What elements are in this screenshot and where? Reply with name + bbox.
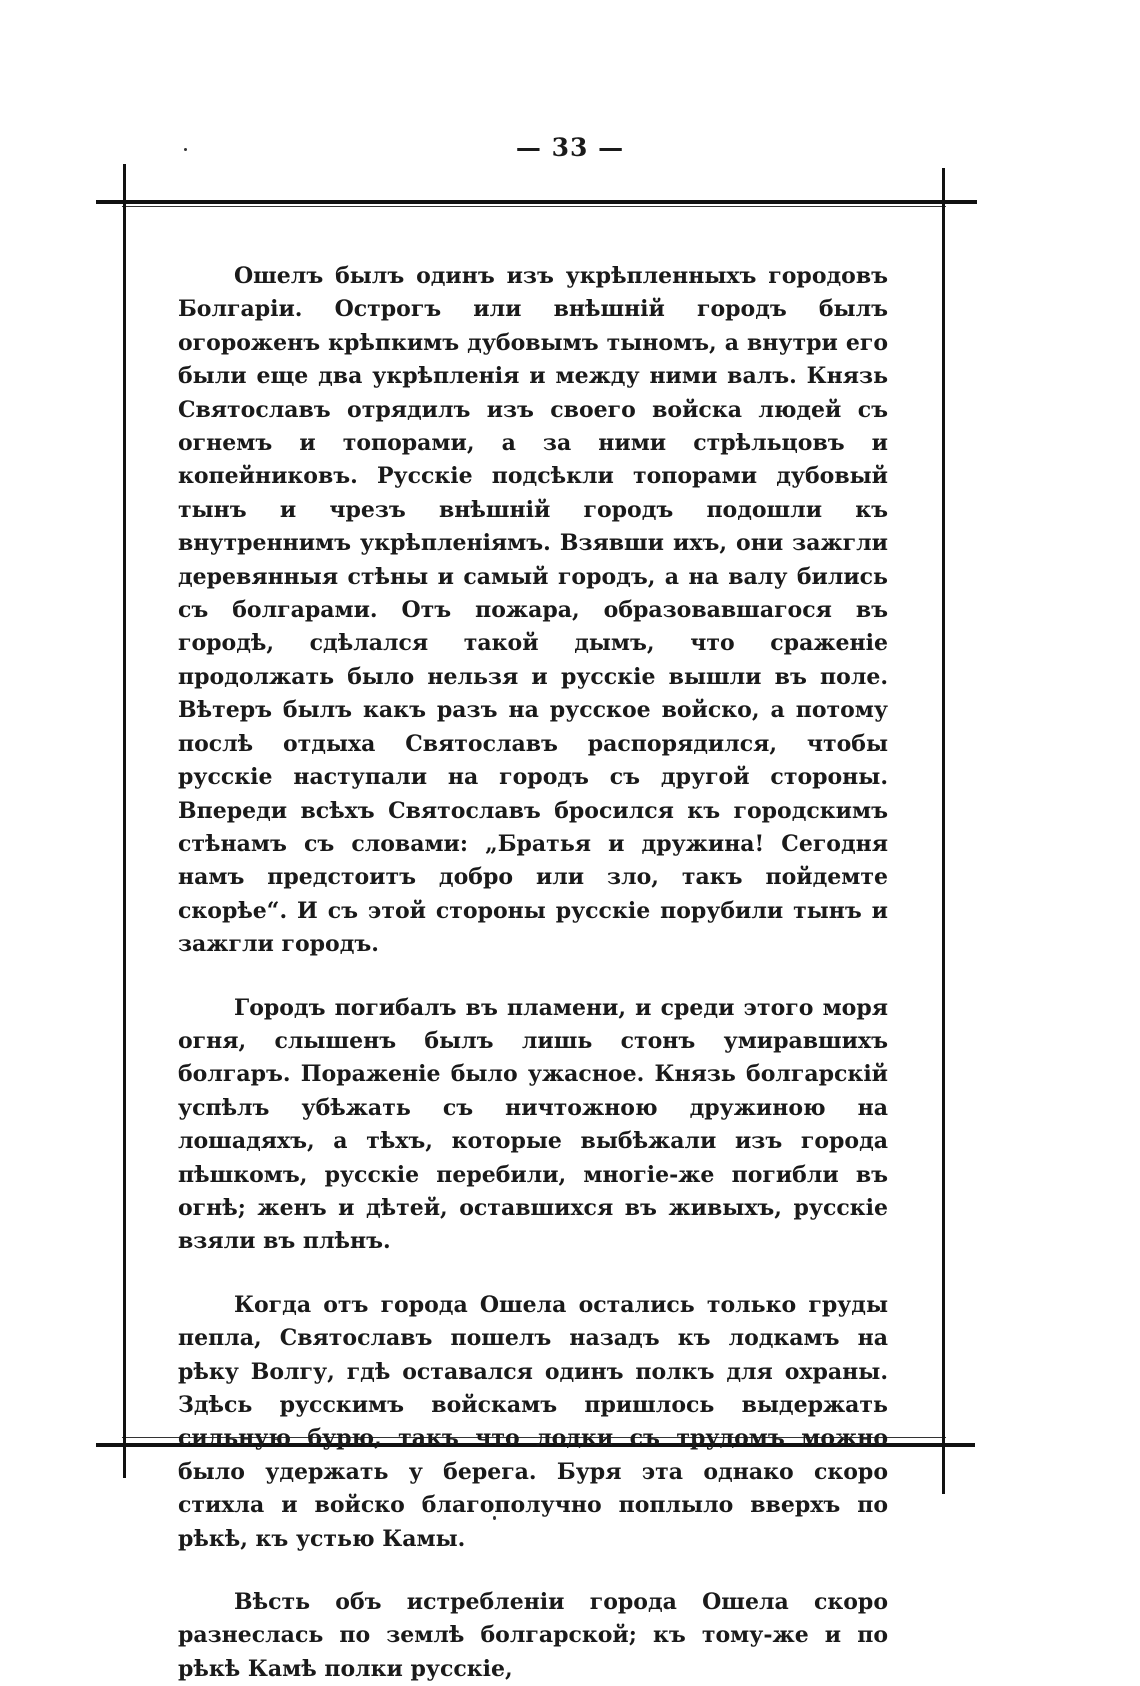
- top-border-inner-rule: [122, 206, 946, 207]
- paragraph: Ошелъ былъ одинъ изъ укрѣпленныхъ городовъ Болгаріи. Острогъ или внѣшній городъ былъ огороженъ крѣпкимъ дубовымъ тыномъ, а внутри его были еще два укрѣпленія и между ними валъ. Князь Святославъ отрядилъ изъ своего войска людей съ огнемъ и топорами, а за ними стрѣльцовъ и копейниковъ. Русскіе подсѣкли топорами дубовый тынъ и чрезъ внѣшній городъ подошли къ внутреннимъ укрѣпленіямъ. Взявши ихъ, они зажгли деревянныя стѣны и самый городъ, а на валу бились съ болгарами. Отъ пожара, образовавшагося въ городѣ, сдѣлался такой дымъ, что сраженіе продолжать было нельзя и русскіе вышли въ поле. Вѣтеръ былъ какъ разъ на русское войско, а потому послѣ отдыха Святославъ распорядился, чтобы русскіе наступали на городъ съ другой стороны. Впереди всѣхъ Святославъ бросился къ городскимъ стѣнамъ съ словами: „Братья и дружина! Сегодня намъ предстоитъ добро или зло, такъ пойдемте скорѣе“. И съ этой стороны русскіе порубили тынъ и зажгли городъ.: [178, 263, 888, 958]
- paragraph: Городъ погибалъ въ пламени, и среди этого моря огня, слышенъ былъ лишь стонъ умиравшихъ болгаръ. Пораженіе было ужасное. Князь болгарскій успѣлъ убѣжать съ ничтожною дружиною на лошадяхъ, а тѣхъ, которые выбѣжали изъ города пѣшкомъ, русскіе перебили, многіе-же погибли въ огнѣ; женъ и дѣтей, оставшихся въ живыхъ, русскіе взяли въ плѣнъ.: [178, 994, 888, 1255]
- paragraph: Когда отъ города Ошела остались только груды пепла, Святославъ пошелъ назадъ къ лодкамъ на рѣку Волгу, гдѣ оставался одинъ полкъ для охраны. Здѣсь русскимъ войскамъ пришлось выдержать сильную бурю, такъ что лодки съ трудомъ можно было удержать у берега. Буря эта однако скоро стихла и войско благополучно поплыло вверхъ по рѣкѣ, къ устью Камы.: [178, 1291, 888, 1552]
- print-speck: [184, 148, 187, 151]
- left-border-line: [123, 164, 126, 1478]
- body-text: [178, 260, 888, 1686]
- top-border-rule: [96, 200, 977, 204]
- page-number: — 33 —: [515, 133, 625, 162]
- paragraph: Вѣсть объ истребленіи города Ошела скоро разнеслась по землѣ болгарской; къ тому-же и по рѣкѣ Камѣ полки русскіе,: [178, 1589, 888, 1682]
- right-border-line: [942, 168, 945, 1494]
